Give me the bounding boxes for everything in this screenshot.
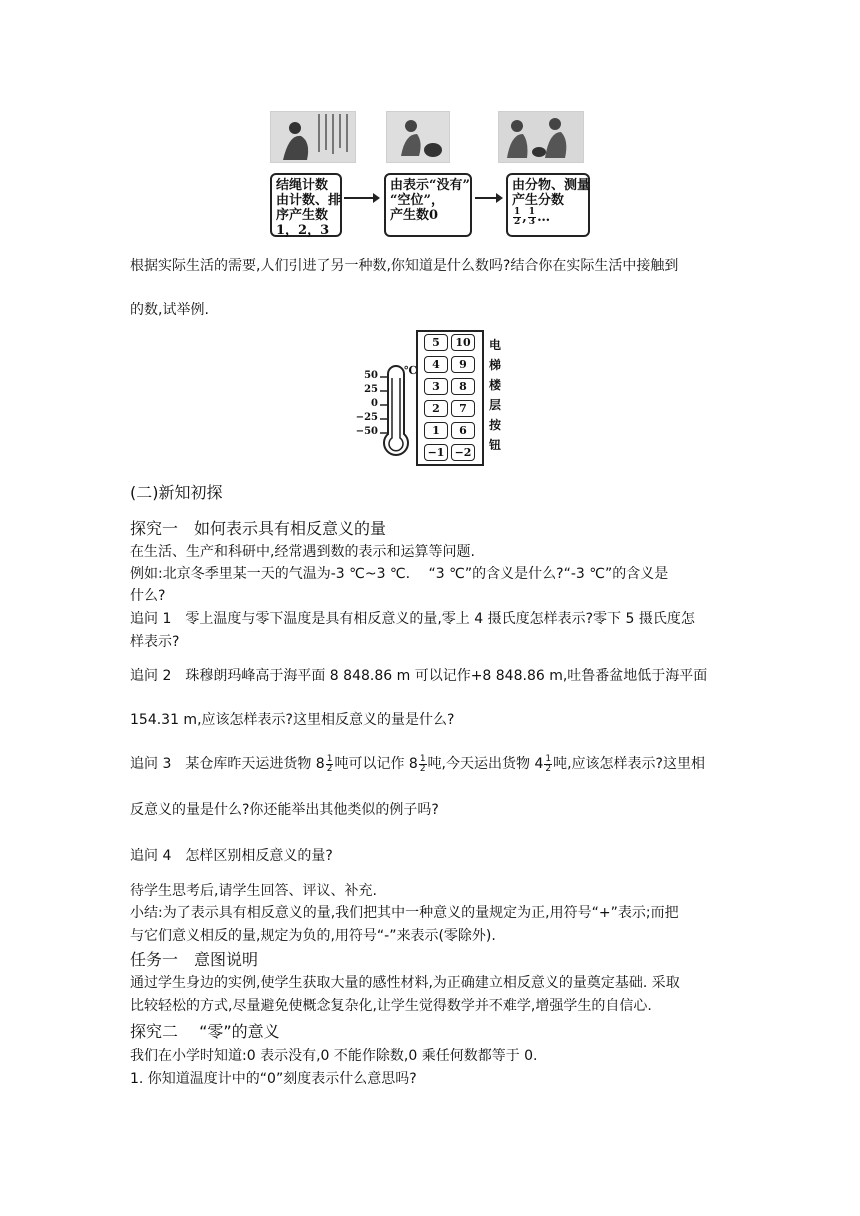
fraction	[326, 755, 334, 774]
zero-origin-illustration	[387, 112, 449, 162]
q3-text: 吨可以记作 8	[334, 756, 418, 772]
flow-box-text: 1，2，3	[276, 223, 330, 238]
flow-box-text: 由计数、排	[276, 193, 342, 208]
follow-up-question: 反意义的量是什么?你还能举出其他类似的例子吗?	[130, 802, 439, 818]
fraction	[528, 208, 536, 227]
follow-up-question: 追问 2 珠穆朗玛峰高于海平面 8 848.86 m 可以记作+8 848.86 m,吐鲁番盆地低于海平面	[130, 668, 708, 684]
paragraph: 待学生思考后,请学生回答、评议、补充.	[130, 883, 377, 899]
thermo-scale-label: −50	[355, 426, 378, 437]
elevator-button: 8	[451, 378, 475, 395]
elevator-button: 1	[424, 422, 448, 439]
elevator-button: 10	[451, 334, 475, 351]
intro-line: 的数,试举例.	[130, 302, 209, 318]
q3-text: 追问 3 某仓库昨天运进货物 8	[130, 756, 325, 772]
elevator-button: −1	[424, 444, 448, 461]
knot-counting-illustration	[271, 112, 355, 162]
section-heading: (二)新知初探	[130, 483, 223, 502]
follow-up-question	[130, 753, 705, 774]
flow-box-fraction	[506, 173, 590, 237]
flow-box-text: 结绳计数	[276, 178, 329, 193]
intro-line: 根据实际生活的需要,人们引进了另一种数,你知道是什么数吗?结合你在实际生活中接触到	[130, 258, 679, 274]
q3-text: 吨,应该怎样表示?这里相	[553, 756, 705, 772]
flow-box-text: 产生数0	[390, 208, 439, 223]
summary: 小结:为了表示具有相反意义的量,我们把其中一种意义的量规定为正,用符号“+”表示;而把	[130, 905, 679, 921]
follow-up-question: 154.31 m,应该怎样表示?这里相反意义的量是什么?	[130, 712, 455, 728]
paragraph: 通过学生身边的实例,使学生获取大量的感性材料,为正确建立相反意义的量奠定基础. 采取	[130, 975, 680, 991]
q3-text: 吨,今天运出货物 4	[427, 756, 544, 772]
fraction-numerator: 1	[528, 207, 536, 217]
thermo-scale-label: 0	[371, 398, 378, 409]
follow-up-question: 追问 4 怎样区别相反意义的量?	[130, 848, 333, 864]
elevator-button: 7	[451, 400, 475, 417]
elevator-button: 9	[451, 356, 475, 373]
thermo-unit: ℃	[404, 364, 418, 377]
elevator-button: −2	[451, 444, 475, 461]
ellipsis: …	[537, 210, 551, 225]
flow-box-text: 序产生数	[276, 208, 329, 223]
fraction	[513, 208, 521, 227]
elevator-label-char: 层	[489, 398, 502, 412]
explore1-title: 探究一 如何表示具有相反意义的量	[130, 519, 387, 538]
elevator-label-char: 电	[489, 338, 502, 352]
explore2-title: 探究二 “零”的意义	[130, 1022, 280, 1041]
flow-box-text: 由分物、测量	[512, 178, 591, 193]
thermo-scale-label: 25	[364, 384, 378, 395]
elevator-label-char: 按	[489, 418, 502, 432]
elevator-label-char: 楼	[489, 378, 502, 392]
fraction-denominator: 2	[514, 217, 521, 227]
flow-box-text: 由表示“没有”	[390, 178, 470, 193]
follow-up-question: 追问 1 零上温度与零下温度是具有相反意义的量,零上 4 摄氏度怎样表示?零下 5 摄氏度怎	[130, 611, 695, 627]
elevator-button: 5	[424, 334, 448, 351]
fraction-denominator: 2	[419, 763, 426, 774]
flow-box-counting	[270, 173, 342, 237]
fraction-origin-illustration	[499, 112, 583, 162]
task1-title: 任务一 意图说明	[130, 950, 259, 969]
knot-counting-photo	[270, 111, 356, 163]
zero-origin-photo	[386, 111, 450, 163]
fraction-denominator: 3	[528, 217, 536, 227]
elevator-button: 3	[424, 378, 448, 395]
fraction	[419, 755, 427, 774]
elevator-button: 2	[424, 400, 448, 417]
fraction-numerator: 1	[419, 753, 426, 764]
flow-box-text: 产生分数	[512, 193, 565, 208]
follow-up-question: 样表示?	[130, 634, 180, 650]
summary: 与它们意义相反的量,规定为负的,用符号“-”来表示(零除外).	[130, 928, 496, 944]
fraction-denominator: 2	[326, 763, 333, 774]
flow-box-zero	[384, 173, 472, 237]
elevator-button: 4	[424, 356, 448, 373]
thermo-scale-label: −25	[355, 412, 378, 423]
paragraph: 什么?	[130, 588, 166, 604]
fraction-origin-photo	[498, 111, 584, 163]
fraction-denominator: 2	[545, 763, 552, 774]
fraction-numerator: 1	[545, 753, 552, 764]
fraction	[544, 755, 552, 774]
flow-box-fractions: $\frac{1}{2}$ , $\frac{1}{3}$ …	[514, 207, 551, 227]
flow-arrow	[344, 197, 378, 199]
paragraph: 例如:北京冬季里某一天的气温为-3 ℃~3 ℃. “3 ℃”的含义是什么?“-3 ℃”的含义是	[130, 566, 669, 582]
paragraph: 1. 你知道温度计中的“0”刻度表示什么意思吗?	[130, 1071, 417, 1087]
thermo-scale-label: 50	[364, 370, 378, 381]
elevator-panel	[416, 330, 484, 466]
paragraph: 我们在小学时知道:0 表示没有,0 不能作除数,0 乘任何数都等于 0.	[130, 1048, 538, 1064]
paragraph: 比较轻松的方式,尽量避免使概念复杂化,让学生觉得数学并不难学,增强学生的自信心.	[130, 998, 652, 1014]
elevator-label-char: 钮	[489, 438, 502, 452]
paragraph: 在生活、生产和科研中,经常遇到数的表示和运算等问题.	[130, 544, 475, 560]
flow-box-text: “空位”，	[390, 193, 444, 208]
flow-arrow	[475, 197, 501, 199]
fraction-numerator: 1	[514, 207, 521, 217]
elevator-button: 6	[451, 422, 475, 439]
elevator-label-char: 梯	[489, 358, 502, 372]
fraction-numerator: 1	[326, 753, 333, 764]
